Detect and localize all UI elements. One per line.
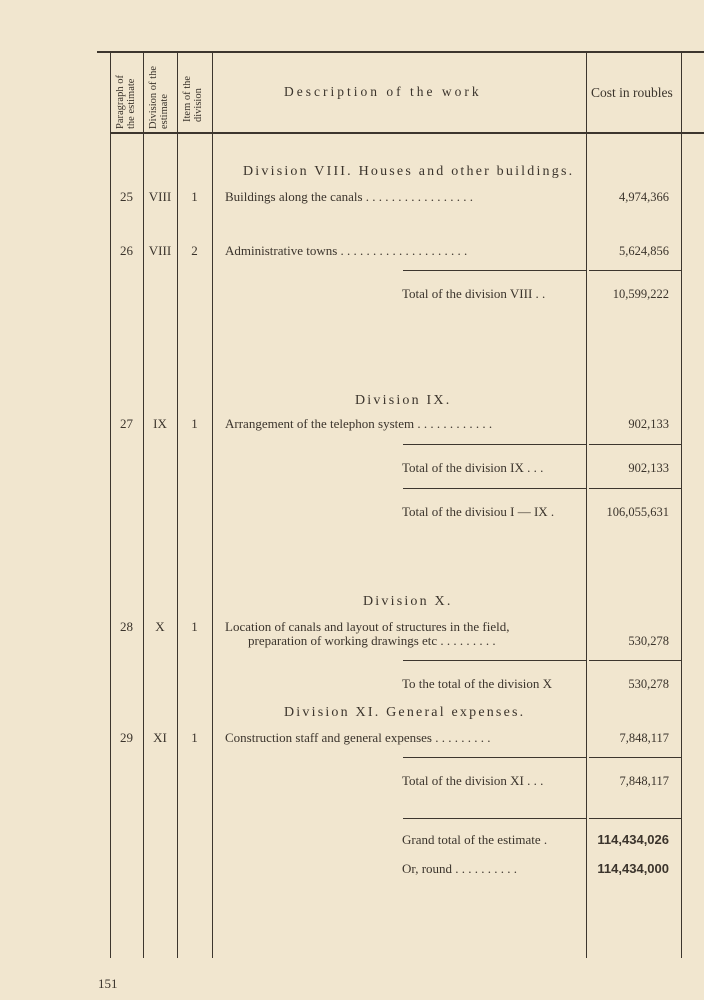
total-viii-label: Total of the division VIII . . [402, 286, 546, 301]
row-29-item: 1 [191, 730, 198, 745]
header-item: Item of the division [182, 75, 204, 122]
division-xi-title: Division XI. General expenses. [284, 705, 526, 720]
row-26-paragraph: 26 [120, 243, 133, 258]
row-29-division: XI [153, 730, 167, 745]
row-25-cost: 4,974,366 [619, 190, 669, 204]
row-25-paragraph: 25 [120, 189, 133, 204]
total-i-ix-rule [403, 488, 586, 489]
row-26-division: VIII [148, 243, 172, 258]
total-x-value: 530,278 [628, 677, 669, 691]
row-27-paragraph: 27 [120, 416, 133, 431]
total-ix-rule [403, 444, 586, 445]
total-xi-value: 7,848,117 [619, 774, 669, 788]
row-28-description-line1: Location of canals and layout of structures in the field, [225, 619, 510, 634]
total-i-ix-label: Total of the divisiou I — IX . [402, 504, 555, 519]
total-ix-label: Total of the division IX . . . [402, 460, 544, 475]
total-i-ix-value: 106,055,631 [606, 505, 669, 519]
total-viii-value: 10,599,222 [612, 287, 669, 301]
row-26-item: 2 [191, 243, 198, 258]
row-29-description: Construction staff and general expenses . . . . . . . . . [225, 730, 491, 745]
row-29-paragraph: 29 [120, 730, 133, 745]
total-viii-rule [403, 270, 586, 271]
row-25-division: VIII [148, 189, 172, 204]
grand-total-value: 114,434,026 [597, 832, 669, 847]
row-28-description-line2: preparation of working drawings etc . . . . . . . . . [248, 633, 496, 648]
total-ix-rule-cost [589, 444, 681, 445]
row-28-cost: 530,278 [628, 634, 669, 648]
grand-total-label: Grand total of the estimate . [402, 832, 548, 847]
division-x-title: Division X. [363, 594, 453, 609]
row-29-cost: 7,848,117 [619, 731, 669, 745]
row-28-paragraph: 28 [120, 619, 133, 634]
total-viii-rule-cost [589, 270, 681, 271]
row-28-item: 1 [191, 619, 198, 634]
row-25-item: 1 [191, 189, 198, 204]
row-28-division: X [155, 619, 165, 634]
header-division: Division of the estimate [148, 66, 170, 129]
total-xi-rule [403, 757, 586, 758]
grand-total-rule [403, 818, 586, 819]
grand-total-rule-cost [589, 818, 681, 819]
row-27-cost: 902,133 [628, 417, 669, 431]
header-description: Description of the work [284, 84, 482, 99]
row-25-description: Buildings along the canals . . . . . . . . . . . . . . . . . [225, 189, 474, 204]
total-i-ix-rule-cost [589, 488, 681, 489]
round-total-value: 114,434,000 [597, 861, 669, 876]
header-paragraph: Paragraph of the estimate [115, 75, 137, 129]
row-26-description: Administrative towns . . . . . . . . . . . . . . . . . . . . [225, 243, 468, 258]
header-bottom-rule [110, 132, 704, 134]
row-26-cost: 5,624,856 [619, 244, 669, 258]
division-viii-title: Division VIII. Houses and other buildings. [243, 164, 575, 179]
division-ix-title: Division IX. [355, 393, 452, 408]
total-xi-rule-cost [589, 757, 681, 758]
page-number: 151 [98, 976, 118, 991]
row-27-division: IX [153, 416, 167, 431]
row-27-item: 1 [191, 416, 198, 431]
col-line-3 [212, 53, 213, 958]
total-x-rule [403, 660, 586, 661]
total-x-rule-cost [589, 660, 681, 661]
total-xi-label: Total of the division XI . . . [402, 773, 544, 788]
total-x-label: To the total of the division X [402, 676, 553, 691]
top-rule [97, 51, 704, 53]
col-line-right [681, 53, 682, 958]
row-27-description: Arrangement of the telephon system . . . . . . . . . . . . [225, 416, 493, 431]
header-cost: Cost in roubles [591, 85, 673, 100]
round-total-label: Or, round . . . . . . . . . . [402, 861, 518, 876]
total-ix-value: 902,133 [628, 461, 669, 475]
